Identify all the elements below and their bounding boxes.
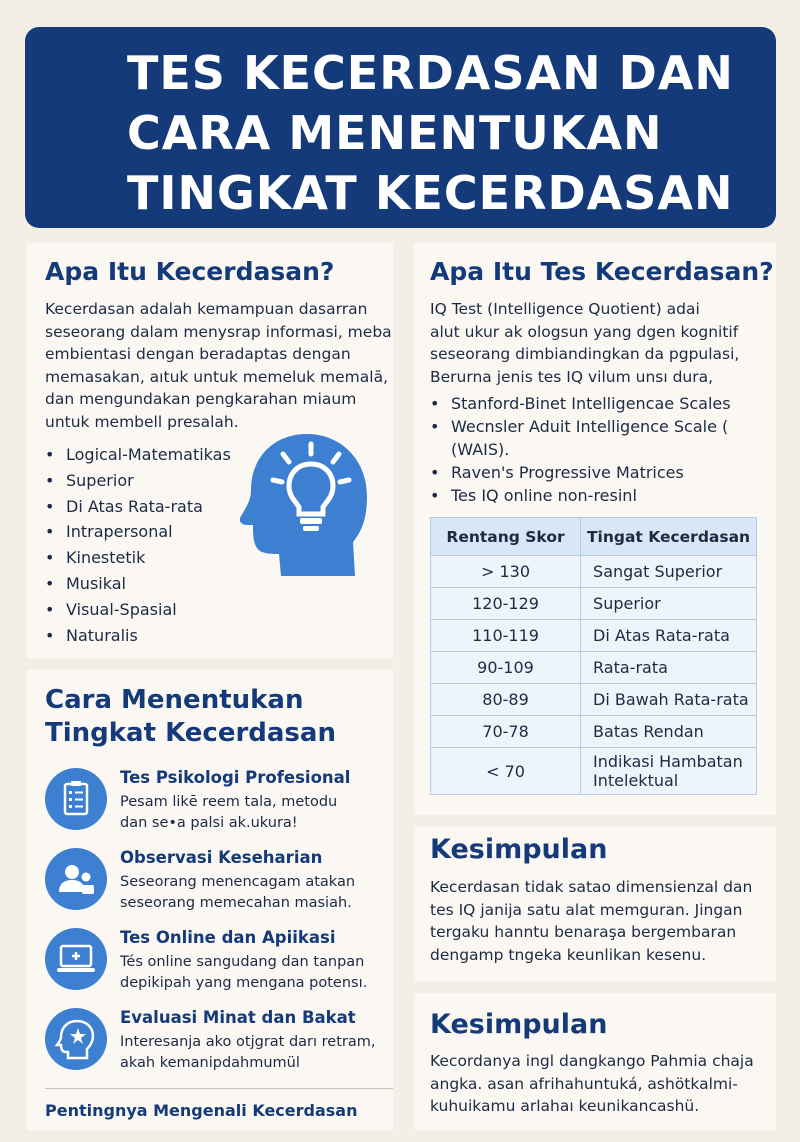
description-line: depikipah yang mengana potensı. (120, 975, 368, 991)
list-item: • Tes IQ online non-resinl (430, 485, 731, 508)
intelligence-level: Indikasi Hambatan Intelektual (581, 748, 757, 795)
header-intelligence-level: Tingat Kecerdasan (581, 518, 757, 556)
conclusion-paragraph-2 (430, 1050, 754, 1118)
laptop-icon (45, 928, 107, 990)
methods-heading (45, 684, 336, 750)
table-row (431, 620, 757, 652)
paragraph-line: IQ Test (Intelligence Quotient) adai (430, 300, 700, 318)
iq-score-table (430, 517, 757, 795)
score-range: 120-129 (431, 588, 581, 620)
intelligence-types-list (45, 442, 231, 648)
divider (45, 1088, 393, 1089)
list-item: • Logical-Matematikas (45, 442, 231, 468)
paragraph-line: dan mengundakan pengkarahan miaum (45, 390, 357, 408)
list-item: • Intrapersonal (45, 519, 231, 545)
paragraph-line: Kecerdasan adalah kemampuan dasarran (45, 300, 368, 318)
test-paragraph (430, 298, 739, 388)
table-header-row (431, 518, 757, 556)
paragraph-line: seseorang dalam menysrap informasi, meba (45, 322, 392, 341)
paragraph-line: dengamp tngeka keunlikan kesenu. (430, 945, 707, 964)
table-row (431, 588, 757, 620)
list-item: • Musikal (45, 571, 231, 597)
intelligence-level: Batas Rendan (581, 716, 757, 748)
score-range: 110-119 (431, 620, 581, 652)
paragraph-line: memasakan, aıtuk untuk memeluk memalā, (45, 367, 389, 386)
list-item: • Di Atas Rata-rata (45, 494, 231, 520)
method-description (120, 792, 337, 834)
title-line-3: TINGKAT KECERDASAN (127, 166, 734, 220)
description-line: Interesanja ako otjgrat darı retram, (120, 1034, 376, 1050)
list-item: • Superior (45, 468, 231, 494)
intelligence-level: Rata-rata (581, 652, 757, 684)
paragraph-line: Kecordanya ingl dangkango Pahmia chaja (430, 1052, 754, 1070)
intelligence-level: Di Atas Rata-rata (581, 620, 757, 652)
table-row (431, 652, 757, 684)
method-title: Evaluasi Minat dan Bakat (120, 1008, 356, 1027)
people-icon (45, 848, 107, 910)
test-heading: Apa Itu Tes Kecerdasan? (430, 257, 774, 286)
title-line-2: CARA MENENTUKAN (127, 106, 663, 160)
paragraph-line: angka. asan afrihahuntuká, ashötkalmi- (430, 1074, 738, 1093)
conclusion-heading-1: Kesimpulan (430, 834, 608, 865)
intelligence-level: Sangat Superior (581, 556, 757, 588)
method-title: Tes Psikologi Profesional (120, 768, 351, 787)
list-item: • Kinestetik (45, 545, 231, 571)
list-item-continuation: (WAIS). (451, 440, 510, 459)
score-range: 80-89 (431, 684, 581, 716)
paragraph-line: seseorang dimbiandingkan da pgpulasi, (430, 345, 740, 363)
intelligence-level: Superior (581, 588, 757, 620)
paragraph-line: kuhuikamu arlahaı keunikancashü. (430, 1097, 700, 1115)
head-lightbulb-icon (237, 430, 369, 580)
score-range: < 70 (431, 748, 581, 795)
footer-heading: Pentingnya Mengenali Kecerdasan (45, 1101, 358, 1120)
paragraph-line: embientasi dengan beradaptas dengan (45, 345, 351, 363)
method-title: Tes Online dan Apiikasi (120, 928, 336, 947)
paragraph-line: untuk membell presalah. (45, 412, 239, 431)
clipboard-checklist-icon (45, 768, 107, 830)
description-line: Tés online sangudang dan tanpan (120, 954, 365, 970)
list-item: • Visual-Spasial (45, 597, 231, 623)
paragraph-line: Kecerdasan tidak satao dimensienzal dan (430, 878, 753, 896)
description-line: dan se•a palsi ak.ukura! (120, 815, 298, 831)
description-line: akah kemanipdahmumül (120, 1055, 300, 1071)
header-score-range: Rentang Skor (431, 518, 581, 556)
score-range: > 130 (431, 556, 581, 588)
description-line: seseorang memecahan masiah. (120, 895, 352, 911)
paragraph-line: alut ukur ak ologsun yang dgen kognitif (430, 322, 739, 341)
title-banner (25, 27, 776, 228)
table-row (431, 716, 757, 748)
table-row (431, 748, 757, 795)
conclusion-heading-2: Kesimpulan (430, 1009, 608, 1040)
intelligence-paragraph (45, 298, 392, 433)
intelligence-heading: Apa Itu Kecerdasan? (45, 257, 335, 286)
score-range: 70-78 (431, 716, 581, 748)
methods-heading-line-1: Cara Menentukan (45, 685, 304, 715)
method-description (120, 1032, 376, 1074)
method-title: Observasi Keseharian (120, 848, 323, 867)
paragraph-line: tes IQ janija satu alat memguran. Jingan (430, 900, 743, 919)
title-line-1: TES KECERDASAN DAN (127, 46, 734, 100)
list-item: • Raven's Progressive Matrices (430, 462, 731, 485)
iq-tests-list (430, 393, 731, 508)
conclusion-paragraph-1 (430, 876, 752, 966)
list-item: • Naturalis (45, 623, 231, 649)
method-description (120, 872, 355, 914)
table-row (431, 556, 757, 588)
paragraph-line: Berurna jenis tes IQ vilum unsı dura, (430, 367, 714, 386)
list-item: • Stanford-Binet Intelligencae Scales (430, 393, 731, 416)
method-description (120, 952, 367, 994)
score-range: 90-109 (431, 652, 581, 684)
table-row (431, 684, 757, 716)
list-item: • Wecnsler Aduit Intelligence Scale ( (430, 416, 731, 439)
intelligence-level: Di Bawah Rata-rata (581, 684, 757, 716)
description-line: Seseorang menencagam atakan (120, 874, 356, 890)
head-star-icon (45, 1008, 107, 1070)
methods-heading-line-2: Tingkat Kecerdasan (45, 718, 336, 748)
description-line: Pesam likē reem tala, metodu (120, 794, 338, 810)
paragraph-line: tergaku hanntu benaraşa bergembaran (430, 923, 737, 941)
